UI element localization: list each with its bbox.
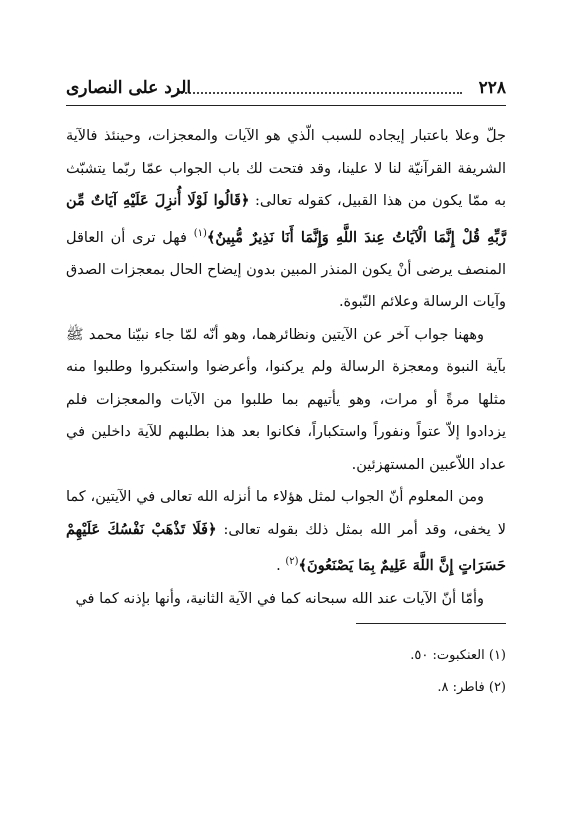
footnotes [66,640,506,704]
paragraph-text: وأمّا أنّ الآيات عند الله سبحانه كما في الآية الثانية، وأنها بإذنه كما في [75,590,484,607]
footnote-marker: (١) [193,227,207,239]
paragraph [66,481,506,582]
footnote: (٢) فاطر: ٨. [437,680,506,695]
paragraph-text: وههنا جواب آخر عن الآيتين ونظائرهما، وهو أنّه لمّا جاء نبيّنا محمد ﷺ بآية النبوة ومعجزة الرسالة ولم يركنوا، وأعرضوا واستكبروا وطلبوا منه مثلها مرةً أو مرات، وهو يأتيهم بما طلبوا من الآيات والمعجزات فلم يزدادوا إلاّ عتواً ونفوراً واستكباراً، فكانوا بعد هذا بطلبهم للآية داخلين في عداد اللاّعبين المستهزئين. [66,326,506,473]
running-header [66,78,506,100]
body-text [66,120,506,615]
footnote: (١) العنكبوت: ٥٠. [410,648,506,663]
paragraph [66,120,506,319]
quran-verse: ﴿قَالُوا لَوْلَا أُنزِلَ عَلَيْهِ آيَاتٌ مِّن رَّبِّهِ قُلْ إِنَّمَا الْآيَاتُ عِندَ اللَّهِ وَإِنَّمَا أَنَا نَذِيرٌ مُّبِينٌ﴾ [66,192,506,246]
header-rule [66,105,506,106]
paragraph-text: جلّ وعلا باعتبار إيجاده للسبب الّذي هو الآيات والمعجزات، وحينئذ فالآية الشريفة القرآنيّة لنا لا علينا، وقد فتحت لك باب الجواب عمّا ربّما يتشبّث به ممّا يكون من هذا القبيل، كقوله تعالى: [66,128,506,209]
paragraph-text: ومن المعلوم أنّ الجواب لمثل هؤلاء ما أنزله الله تعالى في الآيتين، كما لا يخفى، وقد أمر الله بمثل ذلك بقوله تعالى: [66,489,506,538]
running-title: الرد على النصارى [66,78,192,98]
header-dotted-leader [178,92,462,94]
footnote-separator [356,623,506,624]
document-page [66,60,506,780]
paragraph-text: . [276,558,286,575]
paragraph-text: فهل ترى أن العاقل المنصف يرضى أنْ يكون المنذر المبين بدون إيضاح الحال بمعجزات الصدق وآيات الرسالة وعلائم النّبوة. [66,229,506,311]
paragraph [66,583,506,616]
footnote-marker: (٢) [285,556,299,568]
page-number: ٢٢٨ [478,78,506,98]
paragraph [66,319,506,482]
quran-verse: ﴿فَلَا تَذْهَبْ نَفْسُكَ عَلَيْهِمْ حَسَرَاتٍ إِنَّ اللَّهَ عَلِيمٌ بِمَا يَصْنَعُونَ﴾ [66,520,506,575]
